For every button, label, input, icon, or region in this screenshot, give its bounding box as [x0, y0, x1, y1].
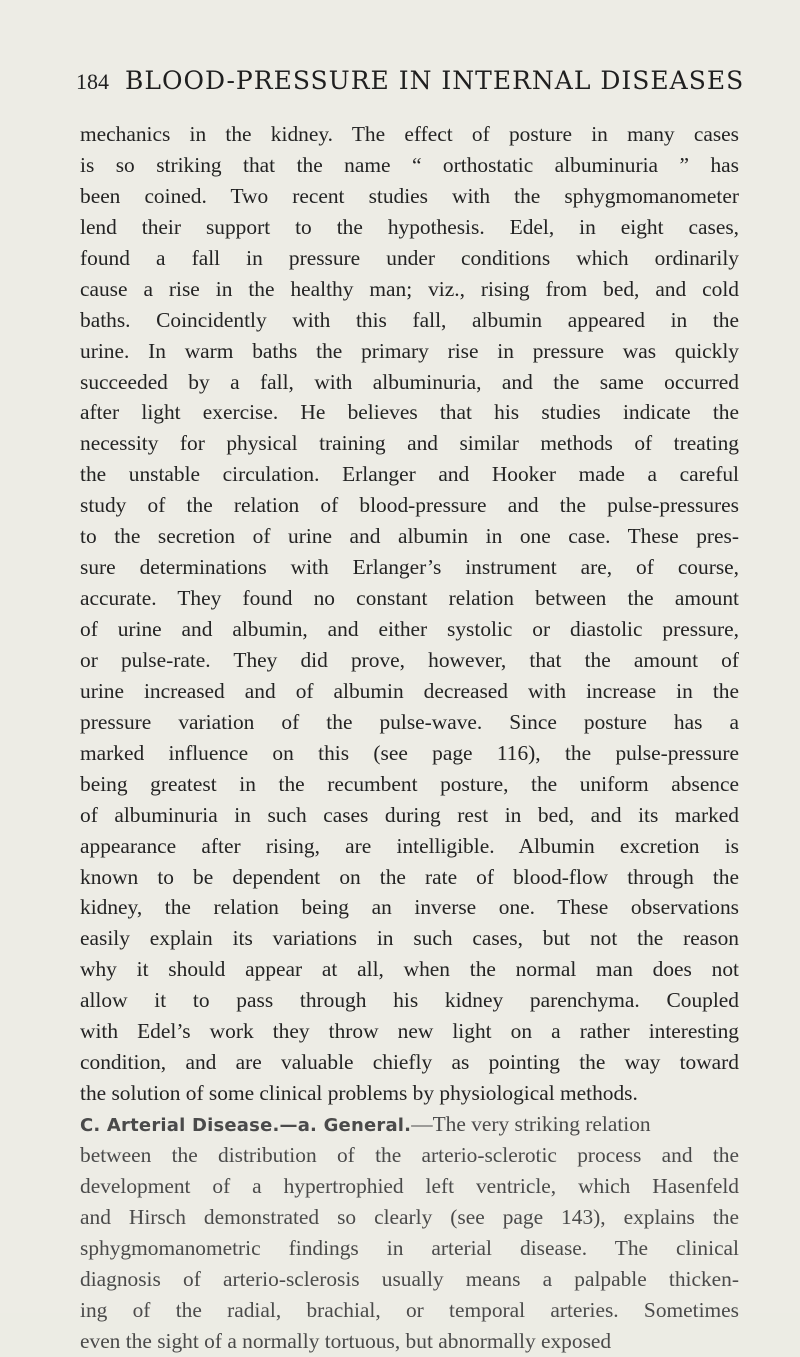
text-line: [80, 1326, 739, 1357]
page-header: [76, 66, 745, 95]
text-line: [80, 831, 739, 862]
line-text: lend their support to the hypothesis. Edel, in eight cases,: [80, 214, 739, 239]
line-text: between the distribution of the arterio-sclerotic process and the: [80, 1142, 739, 1167]
text-line: [80, 459, 739, 490]
line-text: after light exercise. He believes that his studies indicate the: [80, 400, 739, 425]
text-line: [80, 614, 739, 645]
text-line: [80, 892, 739, 923]
line-text: urine. In warm baths the primary rise in pressure was quickly: [80, 338, 739, 363]
text-line: [80, 862, 739, 893]
text-line: [80, 1295, 739, 1326]
line-text: even the sight of a normally tortuous, but abnormally exposed: [80, 1328, 612, 1353]
text-line: [80, 1140, 739, 1171]
text-line: [80, 645, 739, 676]
text-line: [80, 274, 739, 305]
line-text: necessity for physical training and similar methods of treating: [80, 431, 739, 456]
text-line: [80, 490, 739, 521]
text-line: [80, 336, 739, 367]
line-text: known to be dependent on the rate of blood-flow through the: [80, 864, 739, 889]
text-line: [80, 800, 739, 831]
text-line: [80, 583, 739, 614]
line-text: succeeded by a fall, with albuminuria, and the same occurred: [80, 369, 739, 394]
text-line: [80, 305, 739, 336]
line-text: pressure variation of the pulse-wave. Since posture has a: [80, 709, 739, 734]
line-text: easily explain its variations in such cases, but not the reason: [80, 926, 739, 951]
line-text: baths. Coincidently with this fall, albumin appeared in the: [80, 307, 739, 332]
line-text: the unstable circulation. Erlanger and Hooker made a careful: [80, 462, 739, 487]
line-text: of albuminuria in such cases during rest in bed, and its marked: [80, 802, 739, 827]
text-line: [80, 397, 739, 428]
text-line: [80, 923, 739, 954]
text-line: [80, 212, 739, 243]
text-line: [80, 243, 739, 274]
line-text: sphygmomanometric findings in arterial disease. The clinical: [80, 1235, 739, 1260]
text-line: [80, 181, 739, 212]
text-line: [80, 1109, 739, 1140]
text-line: [80, 1016, 739, 1047]
line-text: diagnosis of arterio-sclerosis usually means a palpable thicken-: [80, 1266, 739, 1291]
line-text: and Hirsch demonstrated so clearly (see page 143), explains the: [80, 1204, 739, 1229]
line-text: kidney, the relation being an inverse one. These observations: [80, 895, 739, 920]
text-line: [80, 769, 739, 800]
text-line: [80, 150, 739, 181]
line-text: development of a hypertrophied left ventricle, which Hasenfeld: [80, 1173, 739, 1198]
line-text: allow it to pass through his kidney parenchyma. Coupled: [80, 988, 739, 1013]
text-line: [80, 954, 739, 985]
text-line: [80, 1171, 739, 1202]
line-text: why it should appear at all, when the normal man does not: [80, 957, 739, 982]
text-line: [80, 676, 739, 707]
line-text: cause a rise in the healthy man; viz., rising from bed, and cold: [80, 276, 739, 301]
text-line: [80, 1078, 739, 1109]
page-number: 184: [76, 69, 109, 94]
line-text: found a fall in pressure under conditions which ordinarily: [80, 245, 739, 270]
text-line: [80, 1264, 739, 1295]
line-text: marked influence on this (see page 116), the pulse-pressure: [80, 740, 739, 765]
line-text: the solution of some clinical problems by physiological methods.: [80, 1081, 638, 1106]
line-text: of urine and albumin, and either systolic or diastolic pressure,: [80, 617, 739, 641]
line-text: study of the relation of blood-pressure and the pulse-pressures: [80, 493, 739, 518]
text-line: [80, 1202, 739, 1233]
line-text: urine increased and of albumin decreased with increase in the: [80, 678, 739, 703]
text-line: [80, 1047, 739, 1078]
line-text: appearance after rising, are intelligible. Albumin excretion is: [80, 833, 739, 858]
line-text: condition, and are valuable chiefly as pointing the way toward: [80, 1050, 739, 1075]
line-text: being greatest in the recumbent posture, the uniform absence: [80, 771, 739, 796]
text-line: [80, 707, 739, 738]
section-heading: C. Arterial Disease.—a. General.: [80, 1115, 412, 1136]
line-text: accurate. They found no constant relation between the amount: [80, 586, 739, 611]
line-text: sure determinations with Erlanger’s instrument are, of course,: [80, 555, 739, 580]
text-line: [80, 428, 739, 459]
line-text: or pulse-rate. They did prove, however, that the amount of: [80, 647, 739, 672]
line-text: to the secretion of urine and albumin in one case. These pres-: [80, 524, 739, 549]
line-text: mechanics in the kidney. The effect of posture in many cases: [80, 122, 739, 146]
line-text: with Edel’s work they throw new light on a rather interesting: [80, 1019, 739, 1044]
text-line: [80, 738, 739, 769]
text-line: [80, 367, 739, 398]
line-text: —The very striking relation: [411, 1112, 651, 1136]
text-line: [80, 552, 739, 583]
text-line: [80, 521, 739, 552]
body-text: [80, 119, 739, 1357]
text-line: [80, 1233, 739, 1264]
text-line: [80, 985, 739, 1016]
text-line: [80, 119, 739, 150]
line-text: is so striking that the name “ orthostatic albuminuria ” has: [80, 152, 739, 177]
line-text: been coined. Two recent studies with the sphygmomanometer: [80, 183, 739, 208]
line-text: ing of the radial, brachial, or temporal arteries. Sometimes: [80, 1297, 739, 1322]
running-title: BLOOD-PRESSURE IN INTERNAL DISEASES: [125, 66, 745, 95]
